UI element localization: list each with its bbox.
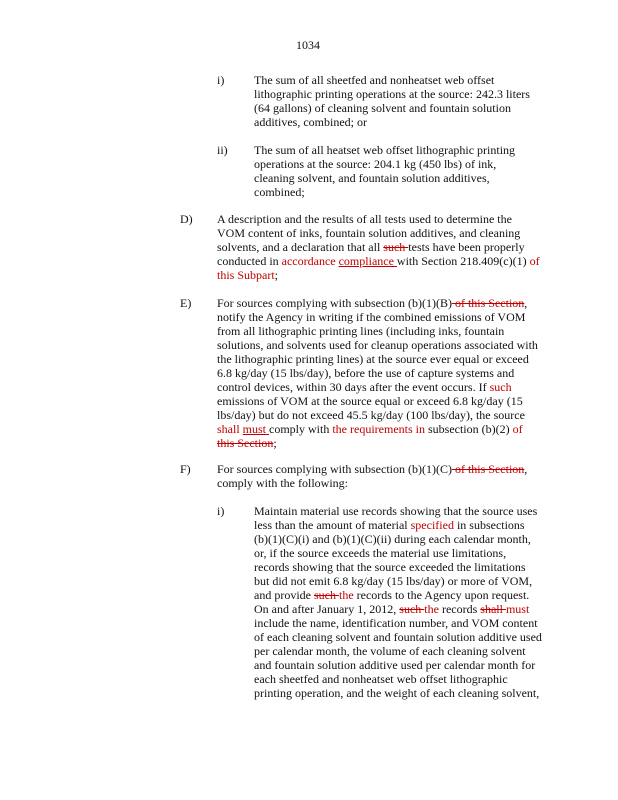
item-label: D) xyxy=(180,212,193,226)
text-run: less than the amount of material xyxy=(254,518,411,532)
inserted-text: accordance xyxy=(281,254,336,268)
text-line xyxy=(254,143,574,157)
text-run: 6.8 kg/day (15 lbs/day), before the use of capture systems and xyxy=(217,366,515,380)
inserted-text: of xyxy=(529,254,540,268)
inserted-text: shall xyxy=(217,422,243,436)
text-line xyxy=(217,240,577,254)
text-line xyxy=(217,296,577,310)
text-run: records to the Agency upon request. xyxy=(353,588,530,602)
text-run: The sum of all heatset web offset lithographic printing xyxy=(254,143,516,157)
inserted-text: compliance xyxy=(338,254,397,268)
text-line xyxy=(217,408,577,422)
text-line xyxy=(254,658,574,672)
text-line xyxy=(254,560,574,574)
text-line xyxy=(217,338,577,352)
inserted-text: must xyxy=(242,422,270,436)
page-number: 1034 xyxy=(296,38,320,52)
text-line xyxy=(217,380,577,394)
text-line xyxy=(217,324,577,338)
text-run: with Section 218.409(c)(1) xyxy=(396,254,530,268)
deleted-text: such xyxy=(383,240,409,254)
text-line xyxy=(217,254,577,268)
text-run: additives, combined; or xyxy=(254,115,367,129)
text-run: operations at the source: 204.1 kg (450 lbs) of ink, xyxy=(254,157,497,171)
text-run: lbs/day) but do not exceed 45.5 kg/day (100 lbs/day), the source xyxy=(217,408,525,422)
text-line xyxy=(254,588,574,602)
text-line xyxy=(254,602,574,616)
text-run: each sheetfed and nonheatset web offset lithographic xyxy=(254,672,508,686)
text-line xyxy=(254,73,574,87)
text-run: per calendar month, the volume of each cleaning solvent xyxy=(254,644,526,658)
text-run: from all lithographic printing lines (including inks, fountain xyxy=(217,324,505,338)
text-run: (b)(1)(C)(i) and (b)(1)(C)(ii) during each calendar month, xyxy=(254,532,531,546)
text-line xyxy=(254,115,574,129)
item-text xyxy=(217,462,577,490)
text-line xyxy=(254,518,574,532)
text-run: notify the Agency in writing if the combined emissions of VOM xyxy=(217,310,526,324)
deleted-text: of this Section xyxy=(451,462,525,476)
deleted-text: this Section xyxy=(217,436,274,450)
inserted-text: specified xyxy=(410,518,454,532)
deleted-text: such xyxy=(399,602,425,616)
text-line xyxy=(254,574,574,588)
text-run: lithographic printing operations at the source: 242.3 liters xyxy=(254,87,530,101)
deleted-text: shall xyxy=(480,602,506,616)
text-line xyxy=(217,366,577,380)
text-line xyxy=(217,394,577,408)
text-run: records showing that the source exceeded the limitations xyxy=(254,560,526,574)
text-run: subsection (b)(2) xyxy=(424,422,513,436)
text-line xyxy=(217,462,577,476)
text-run: Maintain material use records showing that the source uses xyxy=(254,504,538,518)
text-line xyxy=(217,422,577,436)
text-line xyxy=(254,686,574,700)
text-run: cleaning solvent, and fountain solution additives, xyxy=(254,171,490,185)
text-run: , xyxy=(524,462,528,476)
text-line xyxy=(217,436,577,450)
text-run: and provide xyxy=(254,588,314,602)
inserted-text: the xyxy=(338,588,354,602)
item-label: E) xyxy=(180,296,192,310)
text-run: solutions, and solvents used for cleanup operations associated with xyxy=(217,338,538,352)
text-line xyxy=(217,352,577,366)
item-text xyxy=(254,73,574,129)
text-run: ; xyxy=(274,268,279,282)
text-line xyxy=(217,268,577,282)
text-run: conducted in xyxy=(217,254,282,268)
text-run: solvents, and a declaration that all xyxy=(217,240,384,254)
text-run: of each cleaning solvent and fountain solution additive used xyxy=(254,630,542,644)
text-run: tests have been properly xyxy=(408,240,525,254)
text-run: in subsections xyxy=(453,518,525,532)
item-text xyxy=(254,504,574,700)
item-text xyxy=(217,212,577,282)
text-run: control devices, within 30 days after the event occurs. If xyxy=(217,380,490,394)
item-label: i) xyxy=(217,73,225,87)
inserted-text: must xyxy=(505,602,530,616)
text-run: emissions of VOM at the source equal or exceed 6.8 kg/day (15 xyxy=(217,394,523,408)
text-line xyxy=(254,532,574,546)
text-line xyxy=(217,212,577,226)
text-run: records xyxy=(438,602,481,616)
text-run: A description and the results of all tests used to determine the xyxy=(217,212,512,226)
text-line xyxy=(254,185,574,199)
text-line xyxy=(254,171,574,185)
text-line xyxy=(217,310,577,324)
text-line xyxy=(254,630,574,644)
item-label: i) xyxy=(217,504,225,518)
deleted-text: of this Section xyxy=(451,296,525,310)
text-line xyxy=(254,87,574,101)
text-run: include the name, identification number, and VOM content xyxy=(254,616,538,630)
text-run: VOM content of inks, fountain solution additives, and cleaning xyxy=(217,226,521,240)
item-label: F) xyxy=(180,462,191,476)
text-line xyxy=(254,157,574,171)
text-line xyxy=(254,504,574,518)
text-run: comply with xyxy=(269,422,333,436)
item-text xyxy=(254,143,574,199)
text-run: combined; xyxy=(254,185,305,199)
deleted-text: such xyxy=(313,588,339,602)
text-line xyxy=(217,226,577,240)
text-run: the lithographic printing lines) at the source ever equal or exceed xyxy=(217,352,529,366)
text-line xyxy=(254,672,574,686)
text-run: ; xyxy=(273,436,277,450)
text-run: printing operation, and the weight of each cleaning solvent, xyxy=(254,686,540,700)
inserted-text: such xyxy=(489,380,512,394)
inserted-text: the xyxy=(424,602,439,616)
text-run: For sources complying with subsection (b)(1)(C) xyxy=(217,462,452,476)
text-run: On and after January 1, 2012, xyxy=(254,602,400,616)
item-text xyxy=(217,296,577,450)
text-run: comply with the following: xyxy=(217,476,348,490)
text-run: or, if the source exceeds the material use limitations, xyxy=(254,546,507,560)
inserted-text: this Subpart xyxy=(217,268,275,282)
text-run: but did not emit 6.8 kg/day (15 lbs/day) or more of VOM, xyxy=(254,574,533,588)
text-run: , xyxy=(524,296,528,310)
text-line xyxy=(254,644,574,658)
text-run: (64 gallons) of cleaning solvent and fountain solution xyxy=(254,101,511,115)
inserted-text: of xyxy=(512,422,523,436)
text-run: and fountain solution additive used per calendar month for xyxy=(254,658,536,672)
inserted-text: the requirements in xyxy=(332,422,425,436)
text-line xyxy=(254,546,574,560)
text-line xyxy=(254,101,574,115)
text-run: The sum of all sheetfed and nonheatset web offset xyxy=(254,73,495,87)
text-run: For sources complying with subsection (b)(1)(B) xyxy=(217,296,452,310)
text-line xyxy=(254,616,574,630)
text-line xyxy=(217,476,577,490)
item-label: ii) xyxy=(217,143,228,157)
